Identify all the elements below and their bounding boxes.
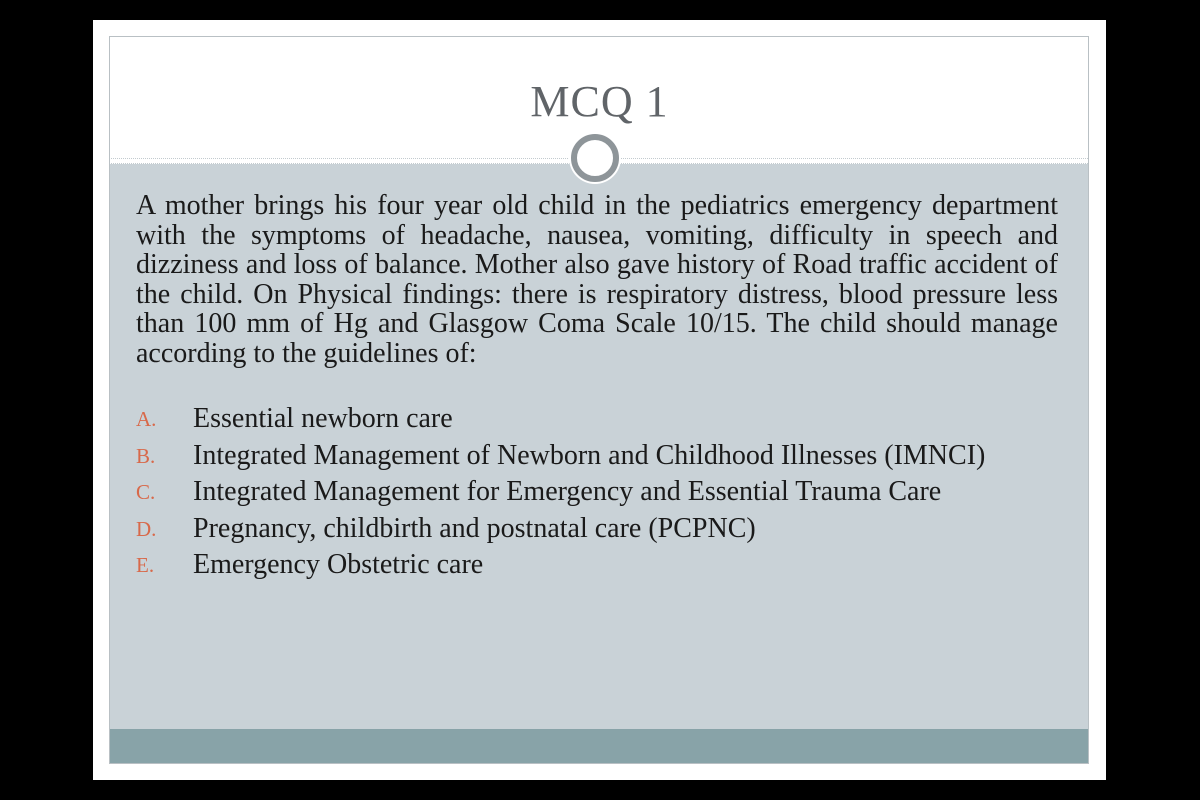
option-text: Integrated Management of Newborn and Childhood Illnesses (IMNCI) [193,439,986,471]
option-letter: E. [136,553,155,577]
option-c [136,477,1058,507]
option-d [136,514,1058,544]
answer-options [136,404,1058,587]
option-a [136,404,1058,434]
option-letter: A. [136,407,157,431]
footer-bar [110,729,1088,763]
option-text: Essential newborn care [193,403,453,434]
option-letter: C. [136,480,156,504]
option-letter: B. [136,443,156,468]
slide [93,20,1106,780]
option-text: Pregnancy, childbirth and postnatal care (PCPNC) [193,512,756,544]
option-text: Emergency Obstetric care [193,549,484,580]
slide-title: MCQ 1 [530,77,669,126]
option-text: Integrated Management for Emergency and Essential Trauma Care [193,476,942,507]
option-e [136,550,1058,580]
option-b [136,441,1058,471]
option-letter: D. [136,516,157,541]
question-text: A mother brings his four year old child in the pediatrics emergency department with the symptoms of headache, nausea, vomiting, difficulty in speech and dizziness and loss of balance. Mother also gave history of Road traffic accident of the child. On Physical findings: there is respiratory distress, blood pressure less than 100 mm of Hg and Glasgow Coma Scale 10/15. The child should manage according to the guidelines of: [136,190,1058,369]
circle-ornament-icon [571,134,619,182]
